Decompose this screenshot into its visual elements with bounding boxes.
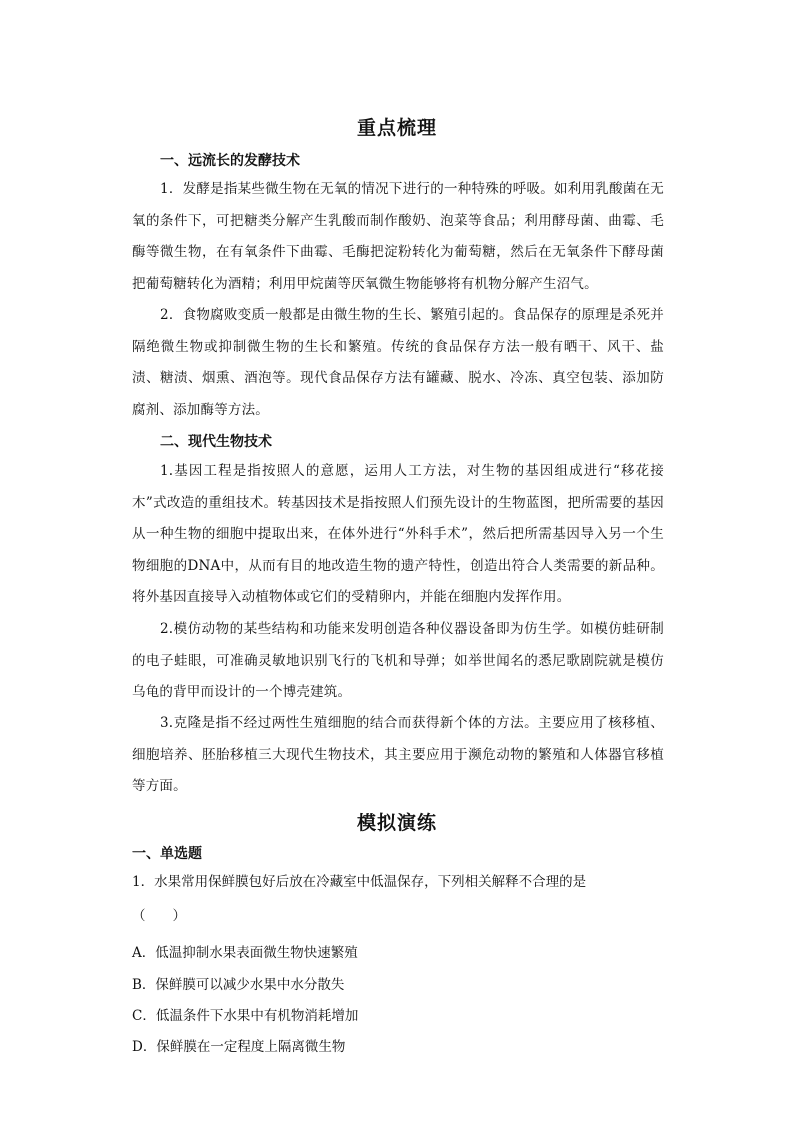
heading-fermentation: 一、远流长的发酵技术 [160, 153, 300, 169]
option-b: B．保鲜膜可以减少水果中水分散失 [132, 977, 345, 993]
paragraph-food-preservation: 2．食物腐败变质一般都是由微生物的生长、繁殖引起的。食品保存的原理是杀死并隔绝微生物或抑制微生物的生长和繁殖。传统的食品保存方法一般有晒干、风干、盐渍、糖渍、烟熏、酒泡等。现代食品保存方法有罐藏、脱水、冷冻、真空包装、添加防腐剂、添加酶等方法。 [132, 307, 664, 418]
question-stem: 1．水果常用保鲜膜包好后放在冷藏室中低温保存，下列相关解释不合理的是 [132, 874, 587, 890]
option-d: D．保鲜膜在一定程度上隔离微生物 [132, 1039, 346, 1055]
section-title-key-points: 重点梳理 [356, 117, 437, 139]
option-c: C．低温条件下水果中有机物消耗增加 [132, 1008, 359, 1024]
option-a: A．低温抑制水果表面微生物快速繁殖 [132, 945, 358, 961]
paragraph-fermentation: 1．发酵是指某些微生物在无氧的情况下进行的一种特殊的呼吸。如利用乳酸菌在无氧的条件下，可把糖类分解产生乳酸而制作酸奶、泡菜等食品；利用酵母菌、曲霉、毛酶等微生物，在有氧条件下曲霉、毛酶把淀粉转化为葡萄糖，然后在无氧条件下酵母菌把葡萄糖转化为酒精；利用甲烷菌等厌氧微生物能够将有机物分解产生沼气。 [132, 181, 664, 292]
paragraph-genetic-engineering: 1.基因工程是指按照人的意愿，运用人工方法，对生物的基因组成进行“移花接木”式改造的重组技术。转基因技术是指按照人们预先设计的生物蓝图，把所需要的基因从一种生物的细胞中提取出来，在体外进行“外科手术”，然后把所需基因导入另一个生物细胞的DNA中，从而有目的地改造生物的遗产特性，创造出符合人类需要的新品种。将外基因直接导入动植物体或它们的受精卵内，并能在细胞内发挥作用。 [132, 463, 664, 605]
heading-single-choice: 一、单选题 [132, 846, 202, 862]
paragraph-bionics: 2.模仿动物的某些结构和功能来发明创造各种仪器设备即为仿生学。如模仿蛙研制的电子蛙眼，可准确灵敏地识别飞行的飞机和导弹；如举世闻名的悉尼歌剧院就是模仿乌龟的背甲而设计的一个博壳建筑。 [132, 621, 664, 700]
heading-modern-biotech: 二、现代生物技术 [160, 434, 272, 450]
answer-blank: （ ） [132, 908, 186, 924]
section-title-practice: 模拟演练 [356, 812, 437, 834]
paragraph-cloning: 3.克隆是指不经过两性生殖细胞的结合而获得新个体的方法。主要应用了核移植、细胞培养、胚胎移植三大现代生物技术，其主要应用于濒危动物的繁殖和人体器官移植等方面。 [132, 715, 664, 794]
